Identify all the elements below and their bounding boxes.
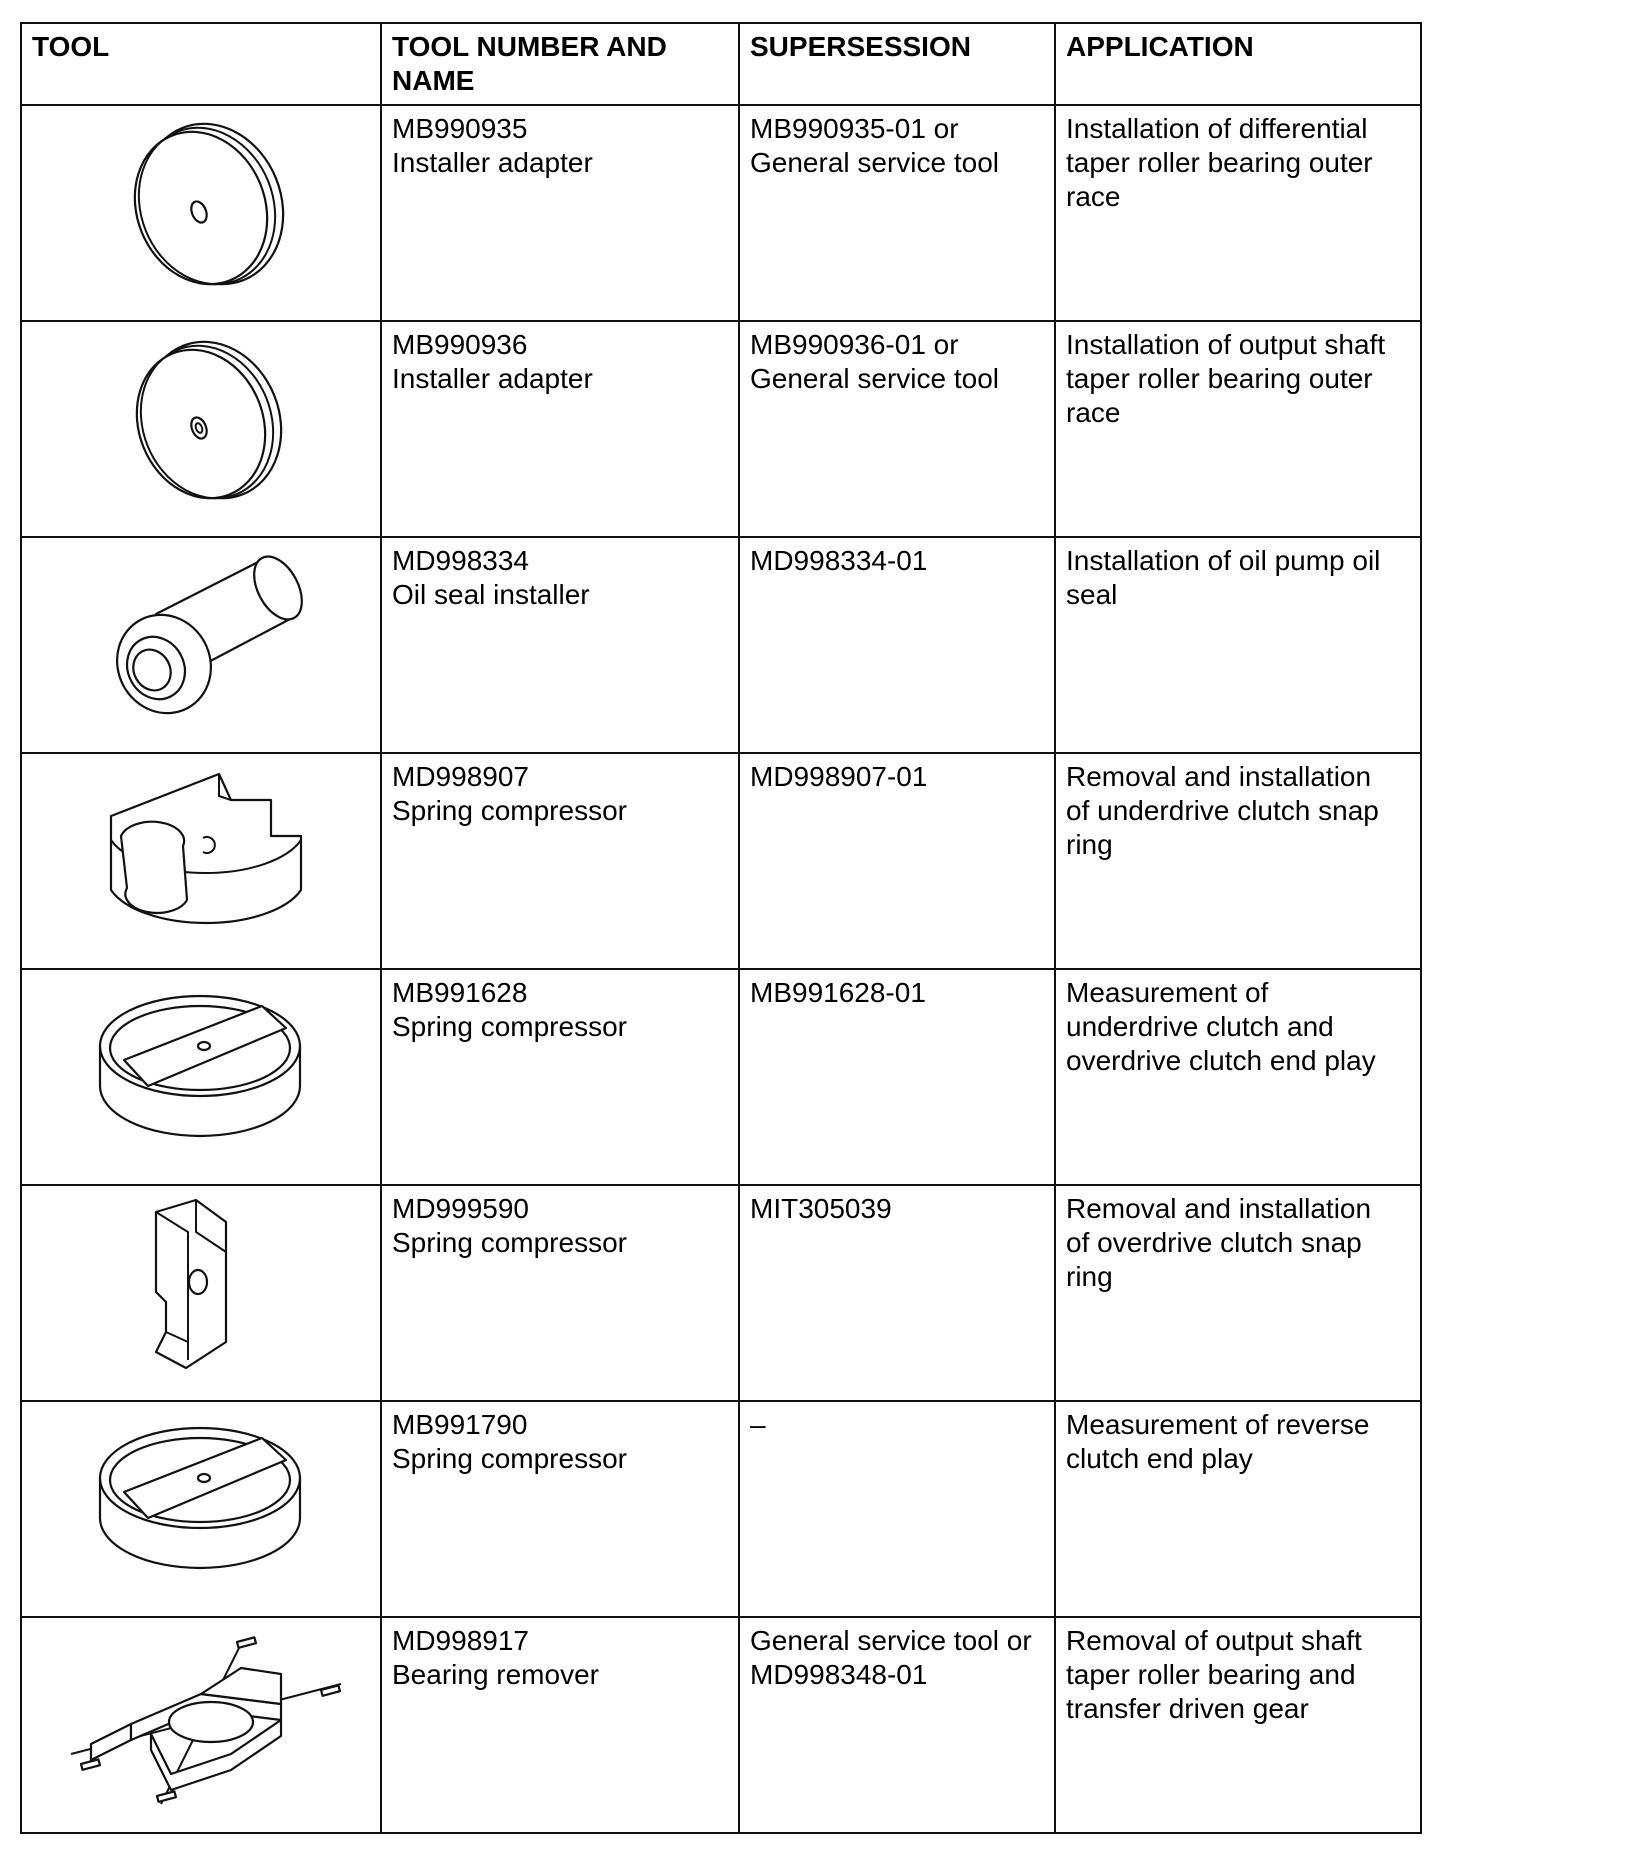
tool-number-name-cell (381, 537, 739, 753)
supersession-cell (739, 1185, 1055, 1401)
table-row (21, 1617, 1421, 1833)
table-row (21, 1401, 1421, 1617)
tool-image-cell (21, 537, 381, 753)
tool-name: Bearing remover (392, 1659, 599, 1690)
application-line: ring (1066, 829, 1113, 860)
tool-number: MD999590 (392, 1193, 529, 1224)
supersession-line: MB990935-01 or (750, 113, 959, 144)
tool-name: Installer adapter (392, 363, 593, 394)
installer-adapter-icon (101, 328, 301, 518)
tool-number-name-cell (381, 321, 739, 537)
application-line: Measurement of reverse (1066, 1409, 1370, 1440)
supersession-cell (739, 753, 1055, 969)
supersession-line: – (750, 1409, 766, 1440)
application-line: Removal and installation (1066, 1193, 1372, 1224)
application-line: ring (1066, 1261, 1113, 1292)
header-number-name: TOOL NUMBER AND NAME (381, 23, 739, 105)
application-cell (1055, 105, 1421, 321)
special-tools-table (20, 22, 1422, 1834)
tool-number: MB991790 (392, 1409, 528, 1440)
supersession-line: General service tool (750, 147, 1000, 178)
supersession-line: MD998348-01 (750, 1659, 928, 1690)
supersession-cell (739, 969, 1055, 1185)
supersession-line: MB991628-01 (750, 977, 926, 1008)
application-cell (1055, 321, 1421, 537)
supersession-line: MIT305039 (750, 1193, 892, 1224)
application-line: taper roller bearing outer (1066, 147, 1373, 178)
tool-image-cell (21, 105, 381, 321)
application-cell (1055, 537, 1421, 753)
tool-image-cell (21, 1617, 381, 1833)
header-row (21, 23, 1421, 105)
tool-image-cell (21, 753, 381, 969)
application-line: race (1066, 397, 1121, 428)
supersession-cell (739, 1401, 1055, 1617)
tool-number-name-cell (381, 753, 739, 969)
tool-number: MD998907 (392, 761, 529, 792)
supersession-cell (739, 537, 1055, 753)
application-line: transfer driven gear (1066, 1693, 1309, 1724)
application-cell (1055, 969, 1421, 1185)
application-cell (1055, 753, 1421, 969)
application-cell (1055, 1401, 1421, 1617)
tool-name: Installer adapter (392, 147, 593, 178)
table-row (21, 321, 1421, 537)
tool-image-cell (21, 1185, 381, 1401)
tool-name: Spring compressor (392, 1443, 627, 1474)
spring-compressor-bracket-icon (136, 1192, 266, 1382)
tool-number: MD998334 (392, 545, 529, 576)
table-row (21, 105, 1421, 321)
application-line: Installation of oil pump oil (1066, 545, 1381, 576)
oil-seal-installer-icon (86, 544, 316, 734)
tool-name: Spring compressor (392, 795, 627, 826)
tool-number: MB990935 (392, 113, 528, 144)
supersession-cell (739, 105, 1055, 321)
header-application: APPLICATION (1055, 23, 1421, 105)
application-line: Installation of differential (1066, 113, 1368, 144)
spring-compressor-notched-icon (91, 760, 311, 950)
supersession-cell (739, 1617, 1055, 1833)
tool-number-name-cell (381, 1401, 739, 1617)
table-row (21, 1185, 1421, 1401)
tool-image-cell (21, 321, 381, 537)
table-row (21, 969, 1421, 1185)
application-line: taper roller bearing and (1066, 1659, 1356, 1690)
application-line: of underdrive clutch snap (1066, 795, 1379, 826)
spring-compressor-ring-icon (86, 976, 316, 1146)
application-line: seal (1066, 579, 1118, 610)
header-supersession: SUPERSESSION (739, 23, 1055, 105)
application-line: Installation of output shaft (1066, 329, 1386, 360)
application-line: taper roller bearing outer (1066, 363, 1373, 394)
bearing-remover-icon (51, 1624, 351, 1814)
tool-number-name-cell (381, 1617, 739, 1833)
application-line: overdrive clutch end play (1066, 1045, 1376, 1076)
tool-number: MB991628 (392, 977, 528, 1008)
supersession-line: MD998907-01 (750, 761, 928, 792)
application-line: race (1066, 181, 1121, 212)
application-line: clutch end play (1066, 1443, 1253, 1474)
table-row (21, 753, 1421, 969)
tool-name: Spring compressor (392, 1227, 627, 1258)
application-line: of overdrive clutch snap (1066, 1227, 1362, 1258)
application-cell (1055, 1185, 1421, 1401)
header-tool: TOOL (21, 23, 381, 105)
table-row (21, 537, 1421, 753)
application-line: Removal of output shaft (1066, 1625, 1362, 1656)
tool-number-name-cell (381, 105, 739, 321)
tool-name: Spring compressor (392, 1011, 627, 1042)
tool-image-cell (21, 969, 381, 1185)
application-line: Measurement of (1066, 977, 1269, 1008)
spring-compressor-ring-icon (86, 1408, 316, 1578)
tool-number: MD998917 (392, 1625, 529, 1656)
installer-adapter-icon (101, 112, 301, 302)
tool-number-name-cell (381, 1185, 739, 1401)
supersession-line: General service tool or (750, 1625, 1032, 1656)
tool-image-cell (21, 1401, 381, 1617)
tool-name: Oil seal installer (392, 579, 590, 610)
supersession-line: MD998334-01 (750, 545, 928, 576)
application-line: Removal and installation (1066, 761, 1372, 792)
tool-number: MB990936 (392, 329, 528, 360)
application-line: underdrive clutch and (1066, 1011, 1334, 1042)
tool-number-name-cell (381, 969, 739, 1185)
supersession-line: MB990936-01 or (750, 329, 959, 360)
supersession-cell (739, 321, 1055, 537)
supersession-line: General service tool (750, 363, 1000, 394)
application-cell (1055, 1617, 1421, 1833)
